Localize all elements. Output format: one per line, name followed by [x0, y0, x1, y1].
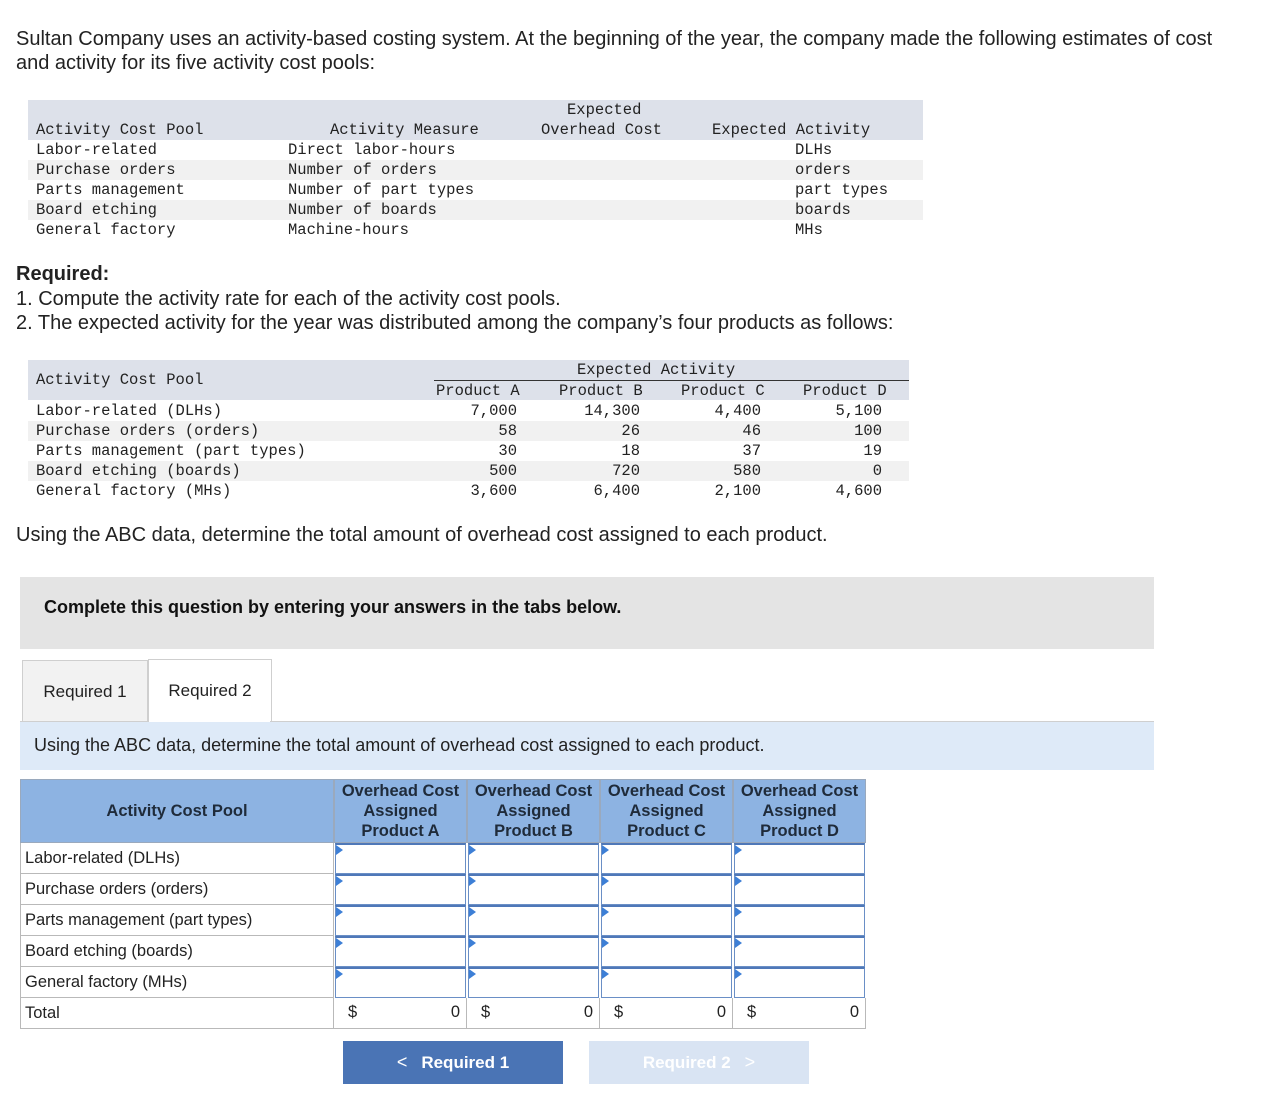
activity-measure: Machine-hours: [288, 221, 409, 239]
answer-input-cell: [468, 843, 599, 874]
activity-value: 580: [733, 462, 761, 480]
next-button-label: Required 2: [642, 1052, 731, 1072]
activity-measure: Number of boards: [288, 201, 437, 219]
answer-row-label: General factory (MHs): [20, 967, 334, 998]
pool-name: Board etching: [36, 201, 157, 219]
activity-pool-name: Labor-related (DLHs): [36, 402, 223, 420]
activity-value: 37: [742, 442, 761, 460]
activity-unit: DLHs: [795, 141, 833, 159]
required-line-2: 2. The expected activity for the year was distributed among the company’s four products as follows:: [16, 312, 894, 334]
overhead-input-product-b[interactable]: [469, 845, 598, 873]
activity-unit: part types: [795, 181, 889, 199]
currency-symbol: $: [614, 1003, 624, 1021]
header-product-a: Product A: [436, 382, 520, 400]
total-value: 0: [450, 1003, 460, 1021]
activity-value: 0: [872, 462, 882, 480]
header-product-b: Product B: [559, 382, 643, 400]
activity-pool-name: Purchase orders (orders): [36, 422, 260, 440]
activity-value: 4,400: [714, 402, 761, 420]
header-cost-top: Expected: [567, 101, 642, 119]
activity-value: 4,600: [835, 482, 882, 500]
activity-unit: MHs: [795, 221, 823, 239]
tab-prompt-box: [20, 722, 1154, 770]
answer-input-cell: [734, 967, 865, 998]
chevron-left-icon: <: [396, 1052, 408, 1072]
total-row-label: Total: [20, 998, 334, 1029]
overhead-input-product-b[interactable]: [469, 876, 598, 904]
answer-header-product-d: Overhead Cost Assigned Product D: [733, 779, 866, 843]
answer-input-cell: [734, 843, 865, 874]
header-expected-activity: Expected Activity: [577, 361, 736, 379]
header-activity: Expected Activity: [712, 121, 871, 139]
overhead-input-product-a[interactable]: [336, 876, 465, 904]
activity-measure: Number of part types: [288, 181, 475, 199]
prev-required-1-button[interactable]: [343, 1041, 563, 1084]
answer-input-cell: [335, 843, 466, 874]
overhead-input-product-b[interactable]: [469, 969, 598, 997]
activity-value: 18: [621, 442, 640, 460]
answer-input-cell: [468, 967, 599, 998]
header-measure: Activity Measure: [330, 121, 479, 139]
activity-value: 19: [863, 442, 882, 460]
total-cell: [733, 998, 866, 1029]
overhead-input-product-d[interactable]: [735, 938, 864, 966]
total-value: 0: [849, 1003, 859, 1021]
total-value: 0: [583, 1003, 593, 1021]
required-title: Required:: [16, 263, 110, 285]
answer-header-product-b: Overhead Cost Assigned Product B: [467, 779, 600, 843]
activity-value: 2,100: [714, 482, 761, 500]
activity-value: 30: [498, 442, 517, 460]
header-product-d: Product D: [803, 382, 887, 400]
activity-value: 3,600: [470, 482, 517, 500]
question-prompt: Using the ABC data, determine the total amount of overhead cost assigned to each product.: [16, 524, 828, 546]
overhead-input-product-b[interactable]: [469, 907, 598, 935]
overhead-input-product-d[interactable]: [735, 876, 864, 904]
pool-name: Parts management: [36, 181, 185, 199]
answer-input-cell: [335, 905, 466, 936]
pool-name: General factory: [36, 221, 176, 239]
answer-input-cell: [601, 843, 732, 874]
next-required-2-button[interactable]: [589, 1041, 809, 1084]
overhead-input-product-c[interactable]: [602, 876, 731, 904]
total-cell: [334, 998, 467, 1029]
activity-pool-name: Parts management (part types): [36, 442, 306, 460]
activity-pool-name: General factory (MHs): [36, 482, 232, 500]
overhead-input-product-c[interactable]: [602, 969, 731, 997]
overhead-input-product-a[interactable]: [336, 845, 465, 873]
activity-value: 46: [742, 422, 761, 440]
currency-symbol: $: [747, 1003, 757, 1021]
overhead-input-product-c[interactable]: [602, 938, 731, 966]
answer-input-cell: [601, 874, 732, 905]
answer-input-cell: [335, 936, 466, 967]
answer-input-cell: [734, 905, 865, 936]
chevron-right-icon: >: [744, 1052, 756, 1072]
activity-unit: boards: [795, 201, 851, 219]
answer-input-cell: [468, 905, 599, 936]
answer-input-cell: [601, 967, 732, 998]
answer-row-label: Board etching (boards): [20, 936, 334, 967]
answer-input-cell: [468, 936, 599, 967]
header-pool: Activity Cost Pool: [36, 371, 204, 389]
answer-header-product-c: Overhead Cost Assigned Product C: [600, 779, 733, 843]
overhead-input-product-a[interactable]: [336, 907, 465, 935]
total-value: 0: [716, 1003, 726, 1021]
activity-value: 6,400: [593, 482, 640, 500]
answer-input-cell: [335, 874, 466, 905]
activity-pool-name: Board etching (boards): [36, 462, 241, 480]
total-cell: [467, 998, 600, 1029]
activity-measure: Number of orders: [288, 161, 437, 179]
instructions-text: Complete this question by entering your answers in the tabs below.: [44, 597, 622, 617]
tab-prompt-text: Using the ABC data, determine the total amount of overhead cost assigned to each product.: [34, 735, 765, 755]
row-band: [28, 200, 923, 220]
header-product-c: Product C: [681, 382, 765, 400]
answer-input-cell: [734, 874, 865, 905]
intro-text: Sultan Company uses an activity-based costing system. At the beginning of the year, the company made the following estimates of cost and activity for its five activity cost pools:: [16, 28, 1213, 74]
instructions-box: [20, 577, 1154, 649]
answer-row-label: Parts management (part types): [20, 905, 334, 936]
total-cell: [600, 998, 733, 1029]
required-line-1: 1. Compute the activity rate for each of the activity cost pools.: [16, 288, 561, 310]
tab-required-2[interactable]: Required 2: [148, 659, 272, 722]
activity-value: 720: [612, 462, 640, 480]
answer-input-cell: [335, 967, 466, 998]
activity-value: 58: [498, 422, 517, 440]
answer-header-pool: Activity Cost Pool: [20, 779, 334, 843]
overhead-input-product-a[interactable]: [336, 969, 465, 997]
answer-input-cell: [734, 936, 865, 967]
answer-input-cell: [601, 905, 732, 936]
activity-value: 14,300: [584, 402, 640, 420]
activity-measure: Direct labor-hours: [288, 141, 456, 159]
activity-value: 7,000: [470, 402, 517, 420]
overhead-input-product-d[interactable]: [735, 907, 864, 935]
overhead-input-product-c[interactable]: [602, 907, 731, 935]
answer-row-label: Purchase orders (orders): [20, 874, 334, 905]
pool-name: Purchase orders: [36, 161, 176, 179]
tab-required-1[interactable]: Required 1: [22, 660, 148, 722]
overhead-input-product-a[interactable]: [336, 938, 465, 966]
prev-button-label: Required 1: [421, 1052, 510, 1072]
overhead-input-product-c[interactable]: [602, 845, 731, 873]
answer-input-cell: [601, 936, 732, 967]
activity-unit: orders: [795, 161, 851, 179]
activity-value: 5,100: [835, 402, 882, 420]
answer-header-product-a: Overhead Cost Assigned Product A: [334, 779, 467, 843]
currency-symbol: $: [481, 1003, 491, 1021]
activity-value: 100: [854, 422, 882, 440]
overhead-input-product-d[interactable]: [735, 969, 864, 997]
pool-name: Labor-related: [36, 141, 157, 159]
answer-row-label: Labor-related (DLHs): [20, 843, 334, 874]
activity-value: 500: [489, 462, 517, 480]
overhead-input-product-d[interactable]: [735, 845, 864, 873]
overhead-input-product-b[interactable]: [469, 938, 598, 966]
currency-symbol: $: [348, 1003, 358, 1021]
activity-value: 26: [621, 422, 640, 440]
header-pool: Activity Cost Pool: [36, 121, 204, 139]
header-cost-bottom: Overhead Cost: [541, 121, 662, 139]
answer-input-cell: [468, 874, 599, 905]
